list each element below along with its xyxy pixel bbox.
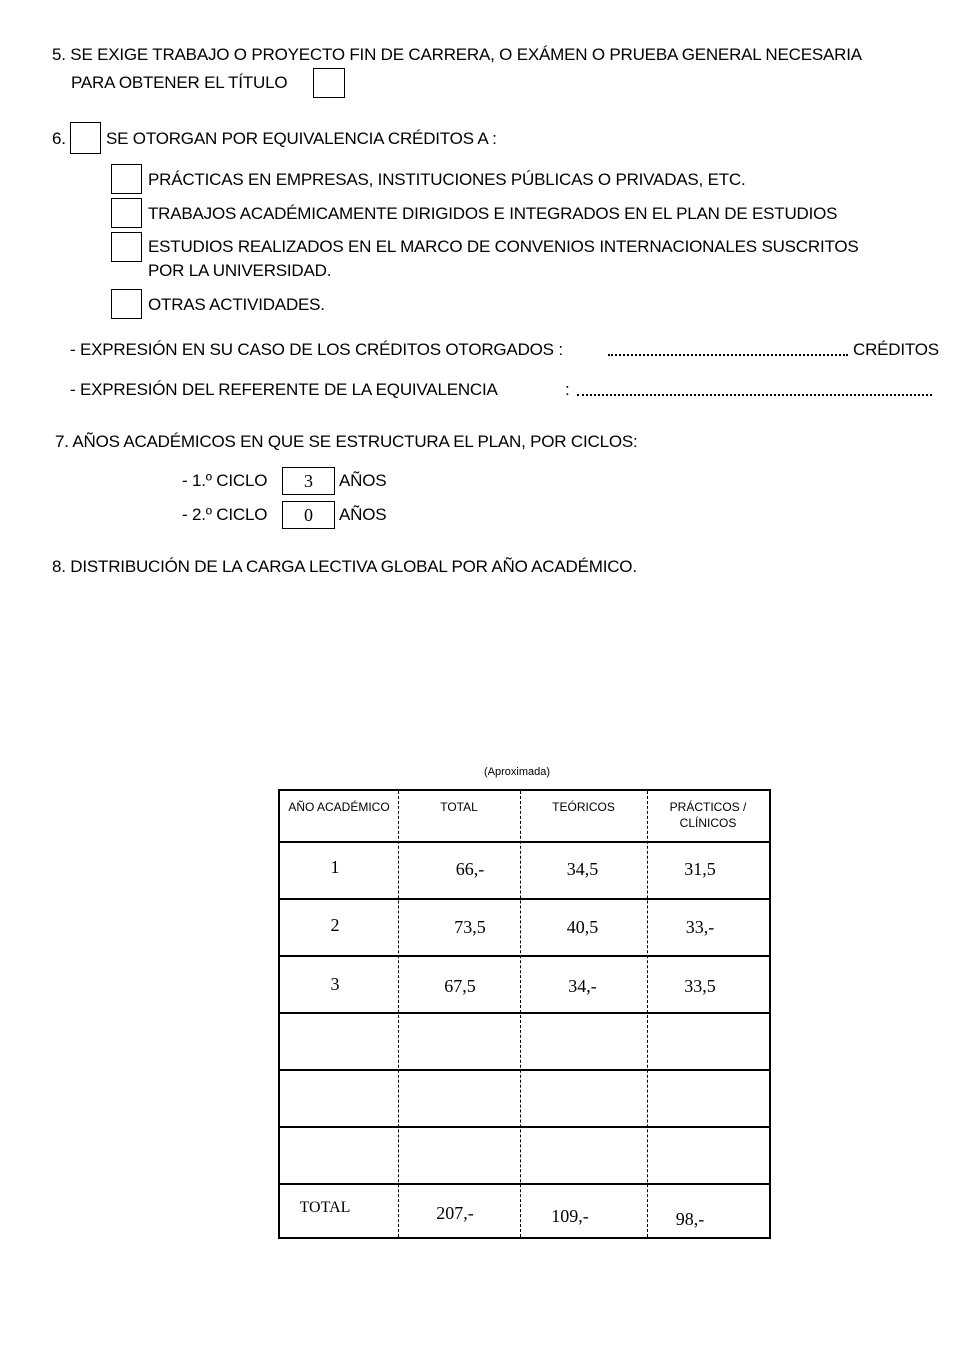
total-teoricos: 109,- <box>551 1206 589 1226</box>
row-divider <box>280 841 769 843</box>
total-label: TOTAL <box>299 1199 351 1216</box>
item6-number: 6. <box>52 129 66 148</box>
creditos-unit: CRÉDITOS <box>853 340 939 359</box>
row-divider <box>280 1069 769 1071</box>
expr-referente-fill-line[interactable] <box>577 394 932 396</box>
option-estudios-label-line1: ESTUDIOS REALIZADOS EN EL MARCO DE CONVENIOS INTERNACIONALES SUSCRITOS <box>148 237 859 256</box>
expr-referente-label: - EXPRESIÓN DEL REFERENTE DE LA EQUIVALENCIA <box>70 380 498 399</box>
col-divider <box>520 791 521 1237</box>
col-divider <box>398 791 399 1237</box>
option-practicas-checkbox[interactable] <box>111 164 142 194</box>
row2-teoricos: 40,5 <box>566 917 599 937</box>
ciclo1-value-box[interactable]: 3 <box>282 467 335 495</box>
item5-checkbox[interactable] <box>313 68 345 98</box>
row2-practicos: 33,- <box>685 917 715 937</box>
option-estudios-label-line2: POR LA UNIVERSIDAD. <box>148 261 332 280</box>
option-trabajos-label: TRABAJOS ACADÉMICAMENTE DIRIGIDOS E INTEGRADOS EN EL PLAN DE ESTUDIOS <box>148 204 838 223</box>
row-divider <box>280 1012 769 1014</box>
header-practicos-line1: PRÁCTICOS / <box>669 800 747 814</box>
total-total: 207,- <box>436 1203 474 1223</box>
row1-ano: 1 <box>330 857 340 877</box>
item5-line2: PARA OBTENER EL TÍTULO <box>71 73 288 92</box>
header-teoricos: TEÓRICOS <box>552 800 615 814</box>
item7-heading: 7. AÑOS ACADÉMICOS EN QUE SE ESTRUCTURA EL PLAN, POR CICLOS: <box>55 432 638 451</box>
option-otras-checkbox[interactable] <box>111 289 142 319</box>
item8-heading: 8. DISTRIBUCIÓN DE LA CARGA LECTIVA GLOBAL POR AÑO ACADÉMICO. <box>52 557 637 576</box>
row-divider <box>280 1183 769 1185</box>
item5-line1: 5. SE EXIGE TRABAJO O PROYECTO FIN DE CARRERA, O EXÁMEN O PRUEBA GENERAL NECESARIA <box>52 45 862 64</box>
row2-ano: 2 <box>330 915 340 935</box>
expr-creditos-label: - EXPRESIÓN EN SU CASO DE LOS CRÉDITOS OTORGADOS : <box>70 340 563 359</box>
row-divider <box>280 955 769 957</box>
option-otras-label: OTRAS ACTIVIDADES. <box>148 295 325 314</box>
item6-heading: SE OTORGAN POR EQUIVALENCIA CRÉDITOS A : <box>106 129 497 148</box>
ciclo1-label: - 1.º CICLO <box>182 471 268 490</box>
header-total: TOTAL <box>440 800 478 814</box>
row-divider <box>280 1126 769 1128</box>
row3-teoricos: 34,- <box>568 976 597 996</box>
row1-teoricos: 34,5 <box>566 859 599 879</box>
ciclo1-unit: AÑOS <box>339 471 387 490</box>
col-divider <box>647 791 648 1237</box>
header-ano: AÑO ACADÉMICO <box>288 800 390 814</box>
expr-creditos-fill-line[interactable] <box>608 354 848 356</box>
option-trabajos-checkbox[interactable] <box>111 198 142 228</box>
option-estudios-checkbox[interactable] <box>111 232 142 262</box>
carga-lectiva-table <box>278 789 771 1239</box>
row3-total: 67,5 <box>444 976 476 996</box>
table-note: (Aproximada) <box>484 766 551 778</box>
option-practicas-label: PRÁCTICAS EN EMPRESAS, INSTITUCIONES PÚBLICAS O PRIVADAS, ETC. <box>148 170 746 189</box>
row3-practicos: 33,5 <box>684 976 716 996</box>
row2-total: 73,5 <box>454 917 486 937</box>
total-practicos: 98,- <box>675 1209 705 1229</box>
row1-total: 66,- <box>455 859 485 879</box>
header-practicos-line2: CLÍNICOS <box>679 816 737 830</box>
ciclo2-unit: AÑOS <box>339 505 387 524</box>
item6-checkbox[interactable] <box>70 122 101 154</box>
row1-practicos: 31,5 <box>684 859 716 879</box>
row3-ano: 3 <box>330 974 340 994</box>
expr-referente-colon: : <box>565 380 570 399</box>
ciclo2-value-box[interactable]: 0 <box>282 501 335 529</box>
row-divider <box>280 898 769 900</box>
ciclo2-label: - 2.º CICLO <box>182 505 268 524</box>
